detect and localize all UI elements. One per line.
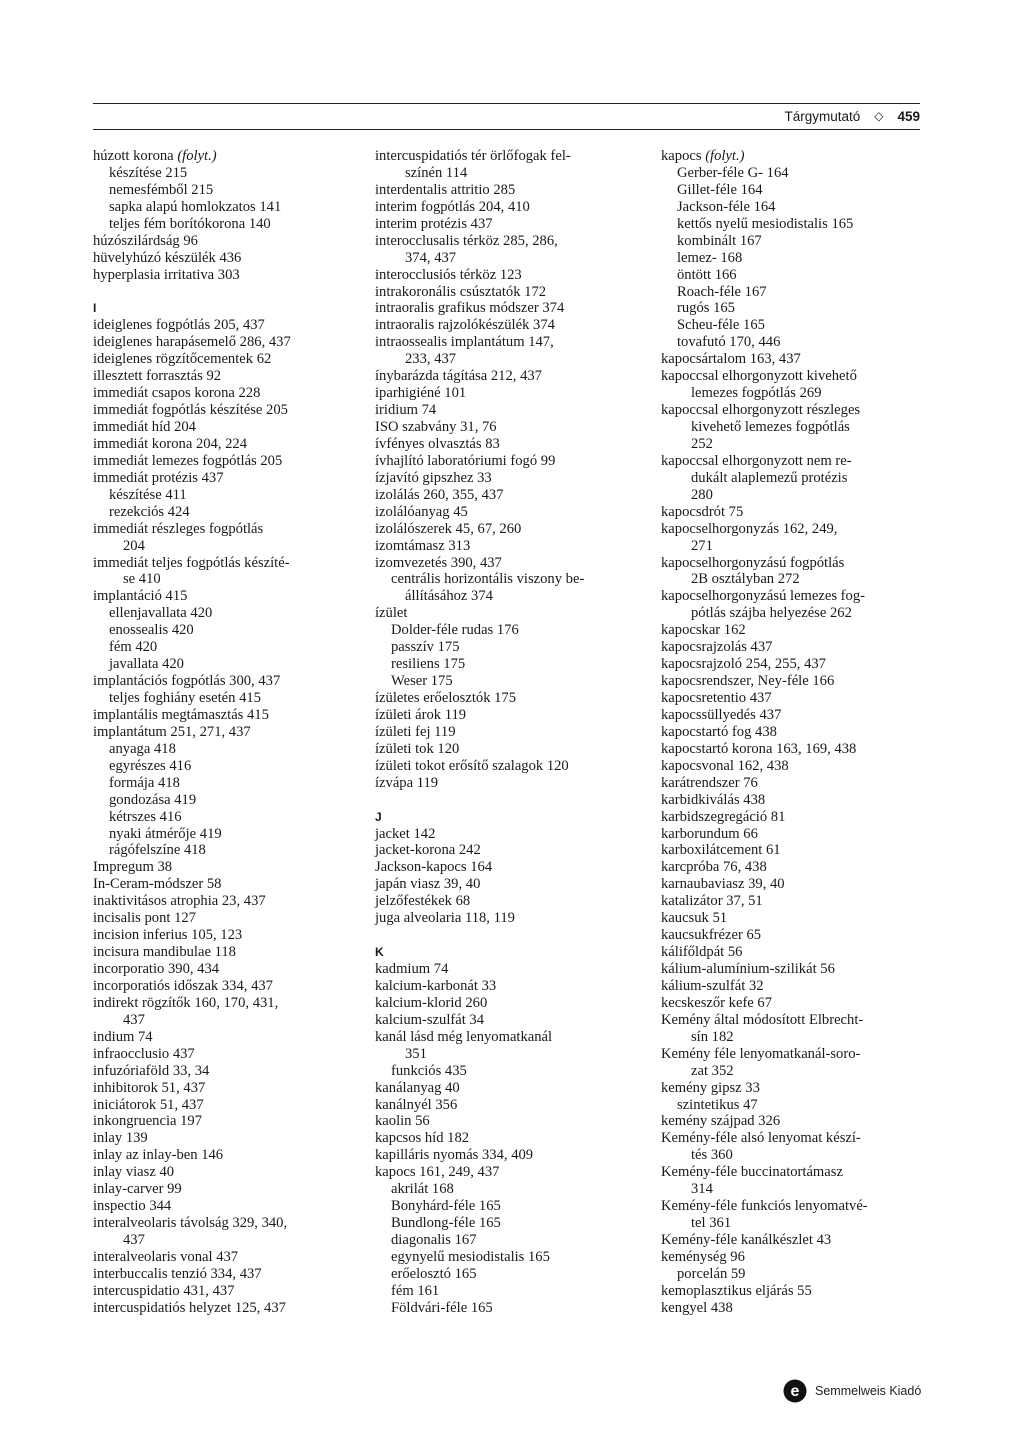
index-entry: kapocselhorgonyzású lemezes fog- (661, 588, 865, 605)
index-letter-heading: K (375, 945, 384, 960)
index-entry: intrakoronális csúsztatók 172 (375, 283, 547, 300)
index-entry: illesztett forrasztás 92 (93, 368, 222, 385)
index-entry: interocclusiós térköz 123 (375, 266, 522, 283)
index-entry: Kemény-féle buccinatortámasz (661, 1164, 843, 1181)
index-entry: indium 74 (93, 1028, 153, 1045)
index-entry: ízületi tokot erősítő szalagok 120 (375, 757, 569, 774)
index-entry: incision inferius 105, 123 (93, 927, 243, 944)
index-column-3 (661, 148, 931, 1317)
index-entry: immediát csapos korona 228 (93, 385, 261, 402)
index-entry: karborundum 66 (661, 825, 758, 842)
index-entry: porcelán 59 (677, 1265, 746, 1282)
index-entry: implantációs fogpótlás 300, 437 (93, 673, 281, 690)
index-entry: jacket 142 (375, 825, 436, 842)
index-entry: japán viasz 39, 40 (375, 876, 481, 893)
index-entry: interim fogpótlás 204, 410 (375, 198, 530, 215)
index-entry: inlay 139 (93, 1130, 148, 1147)
index-entry: szintetikus 47 (677, 1096, 758, 1113)
index-entry: Bundlong-féle 165 (391, 1215, 501, 1232)
index-entry: izomvezetés 390, 437 (375, 554, 502, 571)
index-entry: karátrendszer 76 (661, 774, 758, 791)
index-entry: juga alveolaria 118, 119 (375, 910, 515, 927)
index-entry: resiliens 175 (391, 656, 466, 673)
index-entry: ízületi árok 119 (375, 706, 467, 723)
index-entry: passzív 175 (391, 639, 460, 656)
index-entry: kalcium-szulfát 34 (375, 1011, 485, 1028)
index-entry: javallata 420 (109, 656, 184, 673)
index-entry: kapocstartó korona 163, 169, 438 (661, 740, 857, 757)
index-entry: kaucsukfrézer 65 (661, 927, 762, 944)
index-entry: karbidkiválás 438 (661, 791, 766, 808)
index-entry: karbidszegregáció 81 (661, 808, 786, 825)
index-entry: egyrészes 416 (109, 757, 192, 774)
index-entry: ideiglenes harapásemelő 286, 437 (93, 334, 291, 351)
index-entry: interbuccalis tenzió 334, 437 (93, 1265, 262, 1282)
index-entry: interocclusalis térköz 285, 286, (375, 232, 558, 249)
index-entry: kettős nyelű mesiodistalis 165 (677, 215, 854, 232)
index-entry: ízület (375, 605, 408, 622)
index-entry: kapoccsal elhorgonyzott nem re- (661, 452, 852, 469)
index-letter-heading: I (93, 301, 97, 316)
index-entry: incorporatio 390, 434 (93, 961, 220, 977)
index-entry: kanálnyél 356 (375, 1096, 458, 1113)
index-entry: kaolin 56 (375, 1113, 430, 1130)
index-entry: intercuspidatio 431, 437 (93, 1282, 235, 1299)
index-entry: Gillet-féle 164 (677, 181, 763, 198)
index-entry: hüvelyhúzó készülék 436 (93, 249, 242, 266)
index-entry: ízvápa 119 (375, 774, 439, 791)
index-entry: katalizátor 37, 51 (661, 893, 763, 910)
index-entry: formája 418 (109, 774, 180, 791)
index-entry: készítése 215 (109, 164, 188, 181)
index-entry: karboxilátcement 61 (661, 842, 781, 859)
index-entry: ideiglenes rögzítőcementek 62 (93, 351, 272, 368)
index-entry: Dolder-féle rudas 176 (391, 622, 519, 639)
index-entry: kemény szájpad 326 (661, 1113, 781, 1130)
index-entry: 374, 437 (405, 249, 457, 266)
index-entry: Földvári-féle 165 (391, 1299, 493, 1316)
index-entry: Kemény-féle alsó lenyomat készí- (661, 1130, 861, 1147)
index-entry: tel 361 (691, 1215, 732, 1232)
index-entry: izolálószerek 45, 67, 260 (375, 520, 522, 537)
index-entry: kapocsrajzolás 437 (661, 639, 773, 656)
index-entry: kalcium-karbonát 33 (375, 977, 497, 994)
section-title: Tárgymutató (784, 108, 861, 124)
index-entry: inlay az inlay-ben 146 (93, 1147, 224, 1164)
index-entry: húzószilárdság 96 (93, 232, 198, 249)
index-entry: keménység 96 (661, 1248, 745, 1265)
index-entry: kapocsrendszer, Ney-féle 166 (661, 673, 835, 690)
index-entry: indirekt rögzítők 160, 170, 431, (93, 994, 279, 1011)
index-entry: incisalis pont 127 (93, 910, 196, 927)
index-entry: kapocsdrót 75 (661, 503, 744, 520)
index-entry: kapocssüllyedés 437 (661, 706, 782, 723)
index-entry: interdentalis attritio 285 (375, 181, 516, 198)
index-entry: kapocsretentio 437 (661, 690, 772, 706)
index-entry: fém 420 (109, 639, 158, 656)
index-entry: incisura mandibulae 118 (93, 944, 236, 961)
index-entry: immediát teljes fogpótlás készíté- (93, 554, 290, 571)
index-entry: kalcium-klorid 260 (375, 994, 488, 1011)
index-entry: kapocskar 162 (661, 622, 746, 639)
index-entry: kanál lásd még lenyomatkanál (375, 1028, 553, 1045)
index-entry: sín 182 (691, 1028, 734, 1045)
index-entry: kapocstartó fog 438 (661, 723, 777, 740)
index-entry: intercuspidatiós tér örlőfogak fel- (375, 148, 571, 164)
index-entry: 252 (691, 435, 713, 452)
index-entry: Jackson-féle 164 (677, 198, 776, 215)
index-entry: fém 161 (391, 1282, 440, 1299)
index-entry: jelzőfestékek 68 (375, 893, 471, 910)
index-entry: színén 114 (405, 164, 468, 181)
index-entry: Kemény-féle funkciós lenyomatvé- (661, 1198, 868, 1215)
index-entry: öntött 166 (677, 266, 737, 283)
index-entry: akrilát 168 (391, 1181, 454, 1198)
index-entry: inspectio 344 (93, 1198, 172, 1215)
index-entry: kálifőldpát 56 (661, 944, 743, 961)
index-entry: immediát fogpótlás készítése 205 (93, 402, 288, 419)
index-entry: nyaki átmérője 419 (109, 825, 222, 842)
index-entry: karcpróba 76, 438 (661, 859, 767, 876)
index-entry: 437 (123, 1232, 145, 1248)
index-entry: inkongruencia 197 (93, 1113, 203, 1130)
index-entry: interalveolaris vonal 437 (93, 1248, 239, 1265)
index-entry: lemezes fogpótlás 269 (691, 385, 822, 402)
index-entry: Impregum 38 (93, 859, 173, 876)
index-entry: 233, 437 (405, 351, 457, 368)
index-entry: lemez- 168 (677, 249, 743, 266)
index-entry: intraoralis grafikus módszer 374 (375, 300, 565, 317)
index-entry: immediát korona 204, 224 (93, 435, 248, 452)
index-entry: ízületes erőelosztók 175 (375, 690, 517, 706)
index-entry: nemesfémből 215 (109, 181, 214, 198)
index-entry: 271 (691, 537, 713, 554)
index-entry: Scheu-féle 165 (677, 317, 765, 334)
index-entry: teljes foghiány esetén 415 (109, 690, 261, 706)
index-entry: jacket-korona 242 (375, 842, 481, 859)
index-entry: ívfényes olvasztás 83 (375, 435, 500, 452)
index-letter-heading: J (375, 809, 382, 824)
index-entry: 280 (691, 486, 713, 503)
publisher-footer (783, 1379, 921, 1403)
index-entry: ínybarázda tágítása 212, 437 (375, 368, 542, 385)
index-entry: rugós 165 (677, 300, 735, 317)
index-entry: kecskeszőr kefe 67 (661, 994, 773, 1011)
index-entry: kombinált 167 (677, 232, 762, 249)
index-entry: funkciós 435 (391, 1062, 467, 1079)
index-entry: Kemény-féle kanálkészlet 43 (661, 1232, 832, 1248)
index-entry: iniciátorok 51, 437 (93, 1096, 204, 1113)
index-entry: infraocclusio 437 (93, 1045, 195, 1062)
index-entry: kapocsártalom 163, 437 (661, 351, 801, 368)
diamond-icon: ◇ (874, 109, 884, 123)
index-entry: kétrszes 416 (109, 808, 182, 825)
index-entry: intraoralis rajzolókészülék 374 (375, 317, 555, 334)
index-entry: rezekciós 424 (109, 503, 190, 520)
index-entry: implantáció 415 (93, 588, 188, 605)
index-entry: kemény gipsz 33 (661, 1079, 760, 1096)
index-entry: gondozása 419 (109, 791, 197, 808)
index-entry: kengyel 438 (661, 1299, 733, 1316)
index-entry: incorporatiós időszak 334, 437 (93, 977, 273, 994)
header-bottom-rule (93, 129, 920, 130)
index-column-1 (93, 148, 363, 1317)
index-entry: készítése 411 (109, 486, 187, 503)
index-entry: izolálóanyag 45 (375, 503, 468, 520)
index-entry: Gerber-féle G- 164 (677, 164, 789, 181)
index-entry: húzott korona (folyt.) (93, 148, 217, 164)
index-entry: kadmium 74 (375, 961, 449, 977)
index-spacer (93, 284, 363, 301)
index-entry: implantátum 251, 271, 437 (93, 723, 251, 740)
index-entry: immediát híd 204 (93, 419, 196, 435)
index-entry: intercuspidatiós helyzet 125, 437 (93, 1299, 286, 1316)
index-entry: 437 (123, 1011, 145, 1028)
index-entry: anyaga 418 (109, 740, 176, 757)
index-entry: inlay-carver 99 (93, 1181, 182, 1198)
index-entry: interim protézis 437 (375, 215, 493, 232)
index-entry: In-Ceram-módszer 58 (93, 876, 222, 893)
index-entry: teljes fém borítókorona 140 (109, 215, 271, 232)
index-entry: egynyelű mesiodistalis 165 (391, 1248, 550, 1265)
index-entry: immediát protézis 437 (93, 469, 224, 486)
index-entry: kálium-alumínium-szilikát 56 (661, 961, 835, 977)
index-entry: iparhigiéné 101 (375, 385, 467, 402)
index-spacer (375, 927, 645, 944)
index-entry: tés 360 (691, 1147, 733, 1164)
index-entry: rágófelszíne 418 (109, 842, 206, 859)
index-entry: 351 (405, 1045, 427, 1062)
publisher-e-logo-icon (783, 1379, 807, 1403)
index-entry: kapilláris nyomás 334, 409 (375, 1147, 534, 1164)
index-entry: dukált alaplemezű protézis (691, 469, 848, 486)
publisher-name: Semmelweis Kiadó (815, 1384, 922, 1398)
running-header (784, 106, 920, 126)
index-entry: Roach-féle 167 (677, 283, 767, 300)
index-entry: erőelosztó 165 (391, 1265, 477, 1282)
index-entry: karnaubaviasz 39, 40 (661, 876, 785, 893)
index-entry: 204 (123, 537, 145, 554)
index-entry: inhibitorok 51, 437 (93, 1079, 206, 1096)
index-entry: kapocselhorgonyzás 162, 249, (661, 520, 838, 537)
index-entry: implantális megtámasztás 415 (93, 706, 269, 723)
index-entry: centrális horizontális viszony be- (391, 571, 585, 588)
header-top-rule (93, 103, 920, 104)
index-column-2 (375, 148, 645, 1317)
index-entry: immediát lemezes fogpótlás 205 (93, 452, 283, 469)
index-entry: kaucsuk 51 (661, 910, 728, 927)
index-entry: pótlás szájba helyezése 262 (691, 605, 852, 622)
index-entry: kapocs 161, 249, 437 (375, 1164, 500, 1181)
index-entry: Kemény féle lenyomatkanál-soro- (661, 1045, 861, 1062)
index-entry: ISO szabvány 31, 76 (375, 419, 497, 435)
index-entry: izomtámasz 313 (375, 537, 471, 554)
index-entry: ellenjavallata 420 (109, 605, 213, 622)
index-entry: immediát részleges fogpótlás (93, 520, 264, 537)
index-entry: kapocsvonal 162, 438 (661, 757, 789, 774)
index-entry: infuzóriaföld 33, 34 (93, 1062, 210, 1079)
index-entry: kemoplasztikus eljárás 55 (661, 1282, 812, 1299)
index-entry: 314 (691, 1181, 713, 1198)
index-entry: izolálás 260, 355, 437 (375, 486, 504, 503)
index-entry: Jackson-kapocs 164 (375, 859, 493, 876)
page-number: 459 (897, 108, 920, 124)
index-entry: kivehető lemezes fogpótlás (691, 419, 850, 435)
svg-text:e: e (790, 1383, 800, 1400)
index-entry: 2B osztályban 272 (691, 571, 800, 588)
index-entry: kapocselhorgonyzású fogpótlás (661, 554, 845, 571)
index-entry: Bonyhárd-féle 165 (391, 1198, 501, 1215)
index-entry: kapcsos híd 182 (375, 1130, 470, 1147)
index-entry: ideiglenes fogpótlás 205, 437 (93, 317, 265, 334)
index-entry: sapka alapú homlokzatos 141 (109, 198, 282, 215)
index-entry: zat 352 (691, 1062, 734, 1079)
index-entry: ívhajlító laboratóriumi fogó 99 (375, 452, 556, 469)
index-entry: enossealis 420 (109, 622, 194, 639)
index-entry: hyperplasia irritativa 303 (93, 266, 240, 283)
index-entry: kapoccsal elhorgonyzott kivehető (661, 368, 857, 385)
index-entry: se 410 (123, 571, 161, 588)
index-entry: intraossealis implantátum 147, (375, 334, 554, 351)
index-entry: ízületi fej 119 (375, 723, 456, 740)
index-entry: diagonalis 167 (391, 1232, 477, 1248)
index-entry: iridium 74 (375, 402, 437, 419)
index-entry: kapoccsal elhorgonyzott részleges (661, 402, 861, 419)
index-entry: kanálanyag 40 (375, 1079, 460, 1096)
index-entry: interalveolaris távolság 329, 340, (93, 1215, 288, 1232)
index-entry: inlay viasz 40 (93, 1164, 175, 1181)
index-entry: ízületi tok 120 (375, 740, 460, 757)
index-entry: Weser 175 (391, 673, 453, 690)
index-entry: tovafutó 170, 446 (677, 334, 781, 351)
index-entry: kapocsrajzoló 254, 255, 437 (661, 656, 826, 673)
index-entry: ízjavító gipszhez 33 (375, 469, 492, 486)
index-spacer (375, 792, 645, 809)
index-entry: kálium-szulfát 32 (661, 977, 764, 994)
index-entry: állításához 374 (405, 588, 493, 605)
index-entry: Kemény által módosított Elbrecht- (661, 1011, 864, 1028)
index-entry: inaktivitásos atrophia 23, 437 (93, 893, 266, 910)
index-entry: kapocs (folyt.) (661, 148, 745, 164)
